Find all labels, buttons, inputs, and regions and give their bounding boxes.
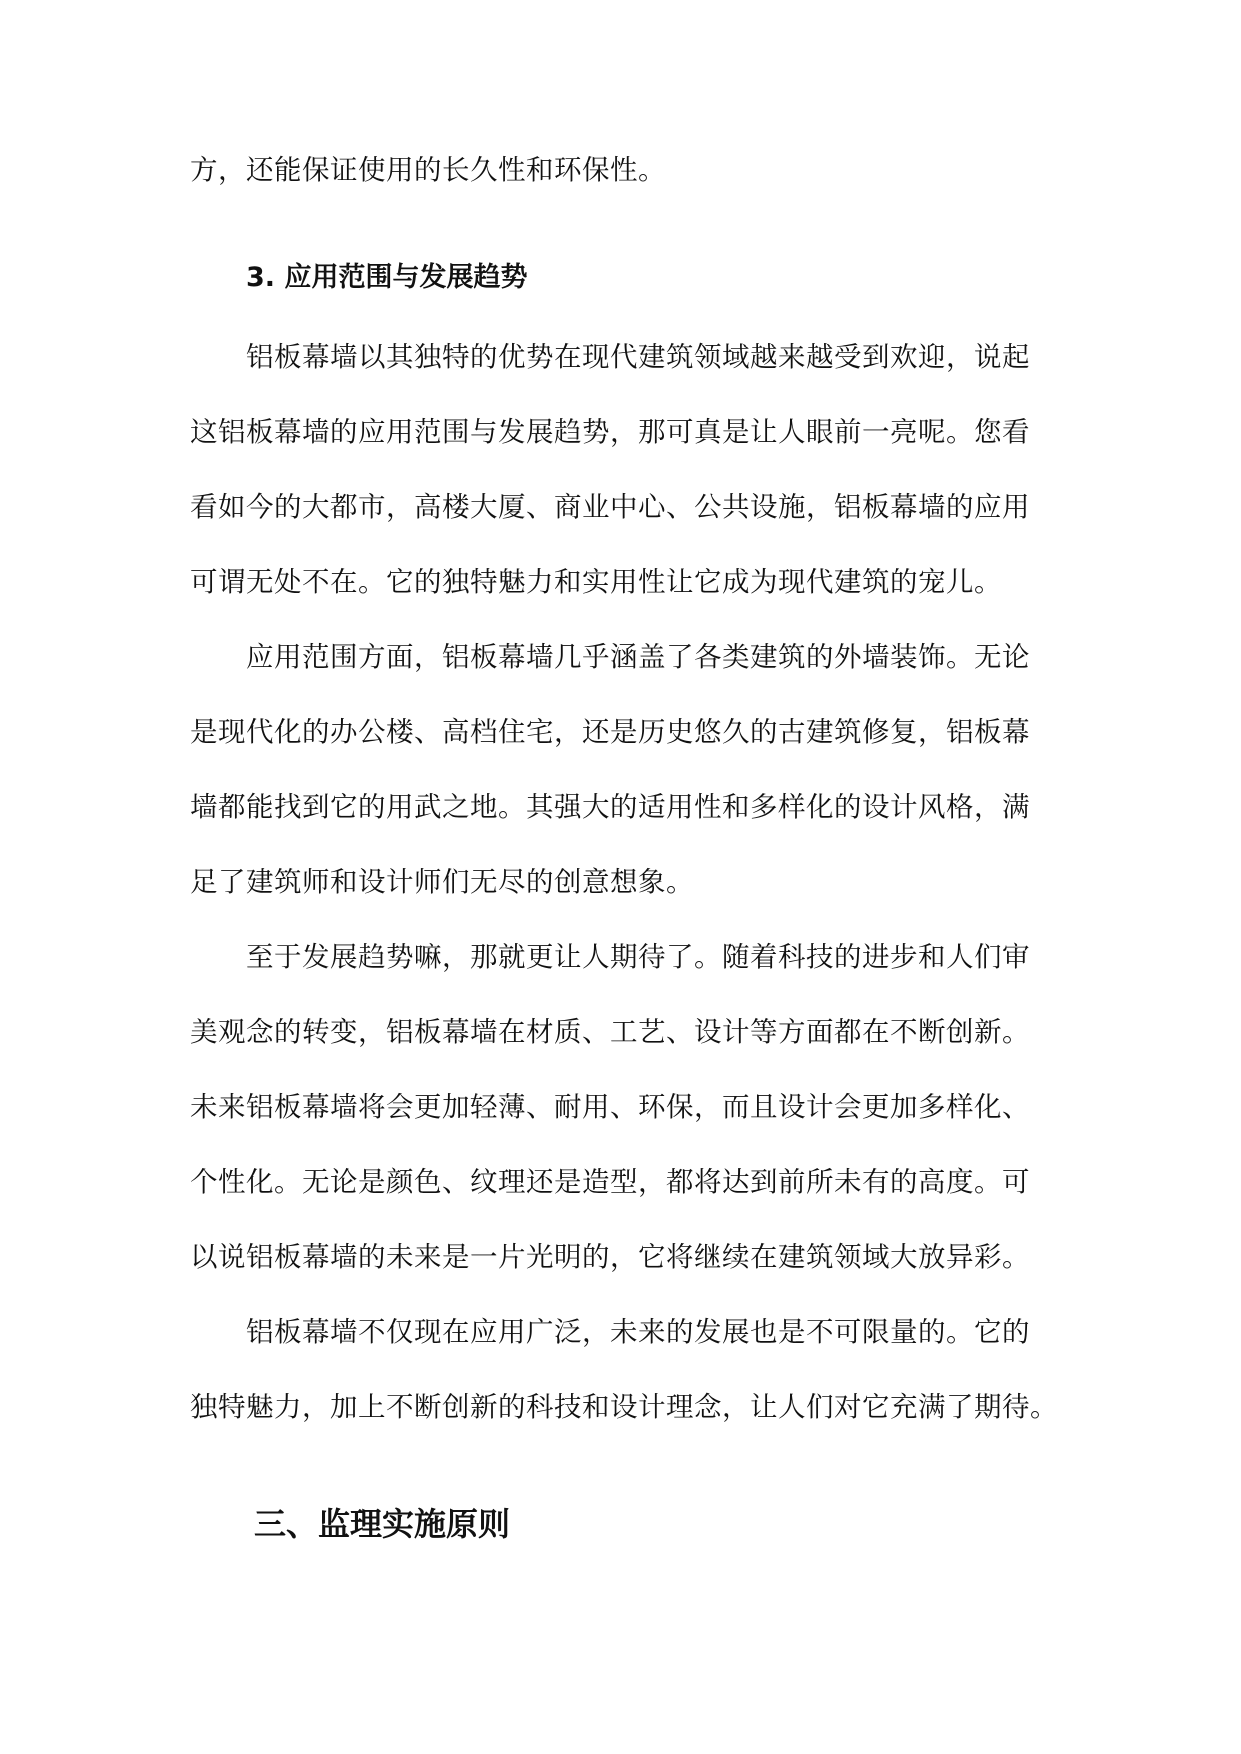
paragraph-1-line-3: 看如今的大都市，高楼大厦、商业中心、公共设施，铝板幕墙的应用 [190, 491, 1030, 523]
paragraph-4-line-1: 铝板幕墙不仅现在应用广泛，未来的发展也是不可限量的。它的 [246, 1316, 1030, 1348]
paragraph-3-line-5: 以说铝板幕墙的未来是一片光明的，它将继续在建筑领域大放异彩。 [190, 1241, 1030, 1273]
paragraph-3-line-2: 美观念的转变，铝板幕墙在材质、工艺、设计等方面都在不断创新。 [190, 1016, 1030, 1048]
paragraph-2-line-2: 是现代化的办公楼、高档住宅，还是历史悠久的古建筑修复，铝板幕 [190, 716, 1030, 748]
paragraph-3-line-1: 至于发展趋势嘛，那就更让人期待了。随着科技的进步和人们审 [246, 941, 1030, 973]
paragraph-2-line-3: 墙都能找到它的用武之地。其强大的适用性和多样化的设计风格，满 [190, 791, 1030, 823]
paragraph-1-line-1: 铝板幕墙以其独特的优势在现代建筑领域越来越受到欢迎，说起 [246, 341, 1030, 373]
paragraph-2-line-4: 足了建筑师和设计师们无尽的创意想象。 [190, 866, 694, 898]
paragraph-3-line-4: 个性化。无论是颜色、纹理还是造型，都将达到前所未有的高度。可 [190, 1166, 1030, 1198]
paragraph-1-line-2: 这铝板幕墙的应用范围与发展趋势，那可真是让人眼前一亮呢。您看 [190, 416, 1030, 448]
paragraph-2-line-1: 应用范围方面，铝板幕墙几乎涵盖了各类建筑的外墙装饰。无论 [246, 641, 1030, 673]
subsection-title: 3. 应用范围与发展趋势 [246, 262, 528, 293]
paragraph-4-line-2: 独特魅力，加上不断创新的科技和设计理念，让人们对它充满了期待。 [190, 1391, 1058, 1423]
section-title: 三、监理实施原则 [254, 1505, 511, 1543]
paragraph-1-line-4: 可谓无处不在。它的独特魅力和实用性让它成为现代建筑的宠儿。 [190, 566, 1002, 598]
intro-line: 方，还能保证使用的长久性和环保性。 [190, 154, 666, 186]
paragraph-3-line-3: 未来铝板幕墙将会更加轻薄、耐用、环保，而且设计会更加多样化、 [190, 1091, 1030, 1123]
